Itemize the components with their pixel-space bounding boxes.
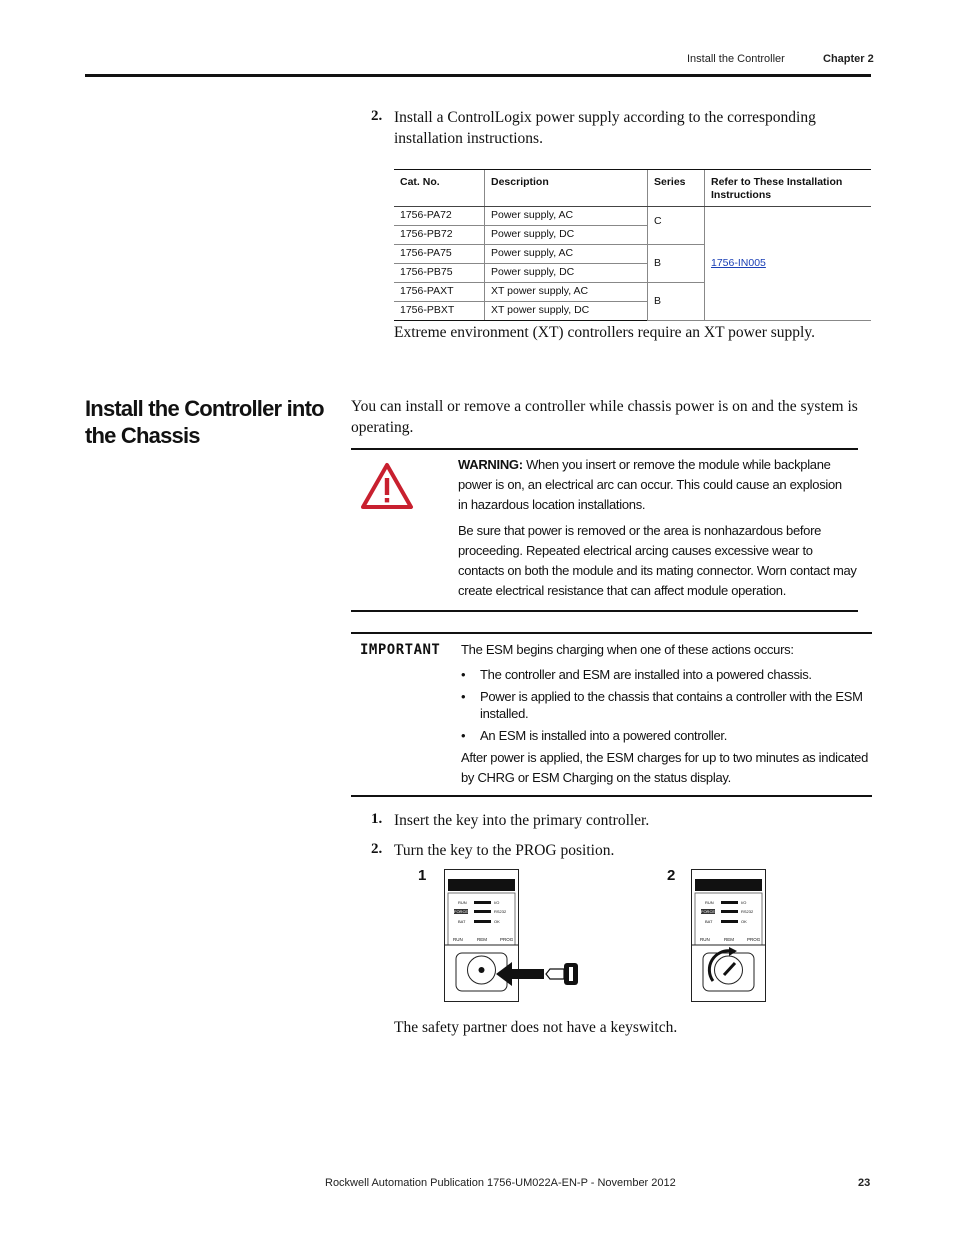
list-item: • An ESM is installed into a powered controller. bbox=[461, 728, 728, 743]
table-row: 1756-PBXT XT power supply, DC bbox=[394, 302, 871, 321]
important-outro: After power is applied, the ESM charges for up to two minutes as indicated by CHRG or ESM Charging on the status display. bbox=[461, 750, 869, 785]
col-header-cat: Cat. No. bbox=[394, 170, 485, 207]
table-row: 1756-PA72 Power supply, AC C 1756-IN005 bbox=[394, 207, 871, 226]
power-supply-table bbox=[394, 169, 871, 321]
step-number: 2. bbox=[371, 841, 383, 857]
safety-note: The safety partner does not have a keyswitch. bbox=[394, 1019, 678, 1036]
table-row: 1756-PAXT XT power supply, AC B bbox=[394, 283, 871, 302]
reference-link[interactable]: 1756-IN005 bbox=[711, 257, 766, 269]
table-row: 1756-PA75 Power supply, AC B bbox=[394, 245, 871, 264]
section-intro: You can install or remove a controller while chassis power is on and the system is operating. bbox=[351, 398, 858, 436]
important-intro: The ESM begins charging when one of these actions occurs: bbox=[461, 642, 794, 657]
controller-front-insert-key: RUN FORCE BAT I/O RS232 OK RUN REM PROG bbox=[444, 869, 519, 1002]
series-cell: B bbox=[648, 283, 705, 321]
list-item: • The controller and ESM are installed into a powered chassis. bbox=[461, 667, 812, 682]
important-box bbox=[351, 632, 872, 797]
section-title: Install the Controller into the Chassis bbox=[85, 396, 324, 448]
warning-triangle-icon bbox=[360, 462, 414, 510]
reference-cell bbox=[705, 207, 872, 321]
col-header-refer: Refer to These Installation Instructions bbox=[705, 170, 872, 207]
footer-publication: Rockwell Automation Publication 1756-UM022A-EN-P - November 2012 bbox=[325, 1177, 676, 1189]
warning-para2: Be sure that power is removed or the area is nonhazardous before proceeding. Repeated electrical arcing causes excessive wear to contacts on both the module and its mating connector. Worn contact may create electrical resistance that can affect module operation. bbox=[458, 523, 857, 598]
step-text: Turn the key to the PROG position. bbox=[394, 842, 615, 859]
xt-note: Extreme environment (XT) controllers require an XT power supply. bbox=[394, 324, 815, 341]
step-number: 1. bbox=[371, 811, 383, 827]
table-row: 1756-PB75 Power supply, DC bbox=[394, 264, 871, 283]
step-text: Install a ControlLogix power supply according to the corresponding installation instructions. bbox=[394, 109, 816, 147]
step-number: 2. bbox=[371, 108, 383, 124]
page-number: 23 bbox=[858, 1177, 871, 1189]
col-header-series: Series bbox=[648, 170, 705, 207]
series-cell: B bbox=[648, 245, 705, 283]
figure-label-2: 2 bbox=[667, 867, 676, 884]
table-row: 1756-PB72 Power supply, DC bbox=[394, 226, 871, 245]
list-item: • Power is applied to the chassis that contains a controller with the ESM installed. bbox=[461, 689, 863, 721]
controller-front-prog-position: RUN FORCE BAT I/O RS232 OK RUN REM PROG bbox=[691, 869, 766, 1002]
controller-outline-icon bbox=[691, 869, 766, 1002]
header-rule bbox=[85, 74, 871, 77]
running-header-section: Install the Controller bbox=[687, 53, 785, 65]
warning-box bbox=[351, 448, 858, 612]
warning-para1: WARNING: When you insert or remove the module while backplane power is on, an electrical arc can occur. This could cause an explosion in hazardous location installations. bbox=[458, 457, 842, 512]
step-text: Insert the key into the primary controller. bbox=[394, 812, 650, 829]
figure-label-1: 1 bbox=[418, 867, 427, 884]
insert-key-arrow-icon bbox=[494, 957, 584, 991]
running-header-chapter: Chapter 2 bbox=[823, 53, 874, 65]
col-header-description: Description bbox=[485, 170, 648, 207]
important-label: IMPORTANT bbox=[360, 642, 441, 658]
warning-label: WARNING: bbox=[458, 457, 523, 472]
series-cell: C bbox=[648, 207, 705, 245]
